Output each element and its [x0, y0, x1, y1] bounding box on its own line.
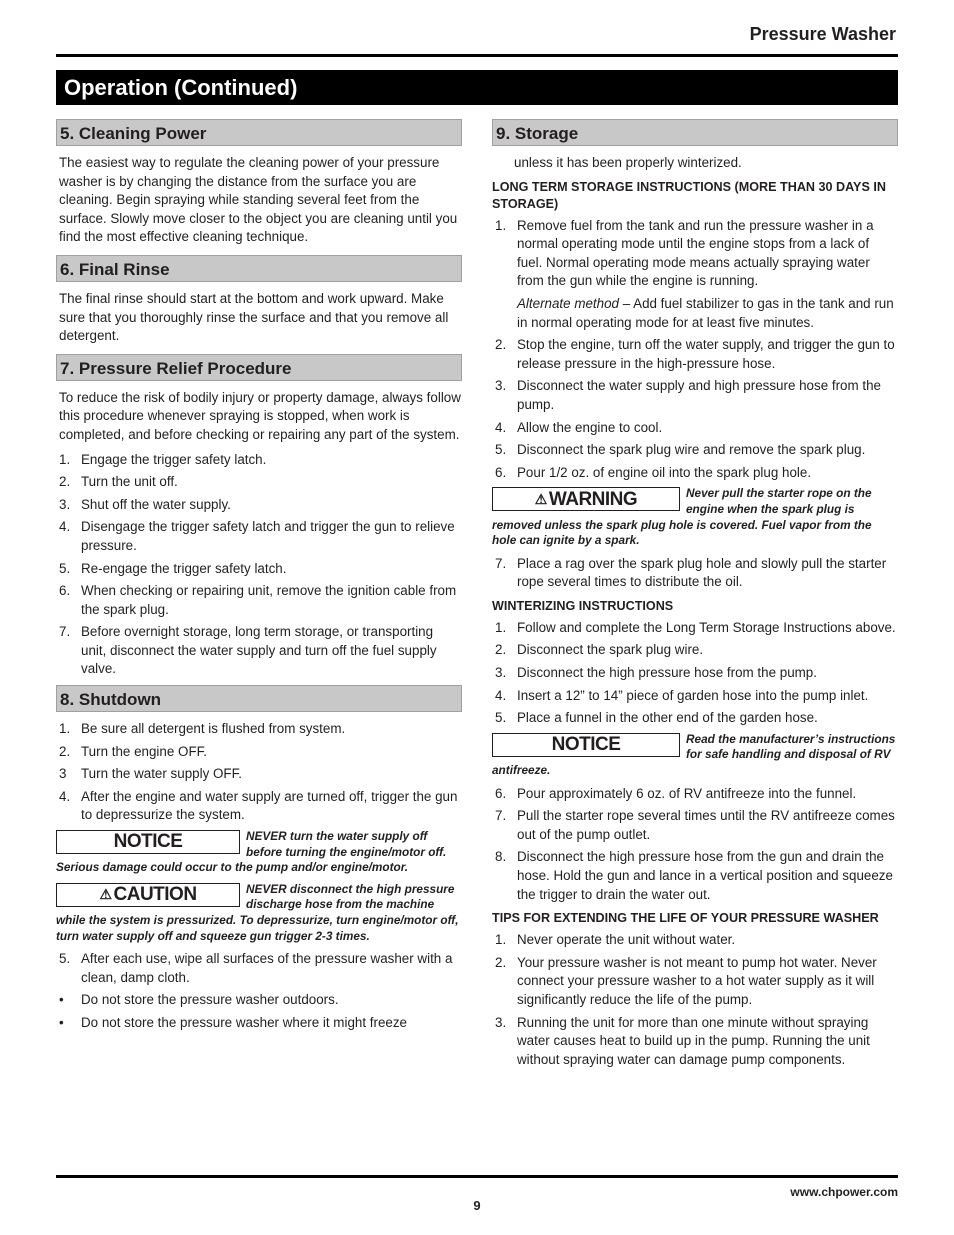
list-item — [56, 765, 462, 784]
list-item-text: Remove fuel from the tank and run the pressure washer in a normal operating mode until the engine stops from a lack of fuel. Normal operating mode means actually spraying water from the gun while the engine is running. — [517, 217, 874, 289]
list-item-text: Re-engage the trigger safety latch. — [81, 560, 287, 576]
list-item — [56, 950, 462, 987]
list-item-number: 5. — [495, 442, 507, 458]
list-item — [492, 687, 898, 706]
header-rule — [56, 54, 898, 57]
shutdown-steps-continued — [56, 950, 462, 1032]
list-item-text: After the engine and water supply are turned off, trigger the gun to depressurize the system. — [81, 788, 458, 823]
list-item-text: Pour approximately 6 oz. of RV antifreeze into the funnel. — [517, 785, 857, 801]
winterizing-notice — [492, 732, 898, 779]
list-item — [492, 217, 898, 291]
list-item-number: 4. — [495, 419, 507, 435]
caution-label: CAUTION — [113, 884, 197, 906]
list-item-text: Turn the water supply OFF. — [81, 766, 242, 782]
list-item-number: 8. — [495, 849, 507, 865]
list-item — [56, 788, 462, 825]
list-item-text: After each use, wipe all surfaces of the pressure washer with a clean, damp cloth. — [81, 951, 453, 985]
list-item — [492, 1014, 898, 1070]
heading-cleaning-power: 5. Cleaning Power — [56, 119, 462, 146]
list-item — [492, 377, 898, 414]
list-item — [56, 582, 462, 619]
list-item — [492, 336, 898, 373]
list-item-text: Turn the unit off. — [81, 474, 178, 490]
list-item-text: Pull the starter rope several times until the RV antifreeze comes out of the pump outlet. — [517, 808, 895, 842]
list-item — [492, 619, 898, 638]
list-item-text: Place a rag over the spark plug hole and slowly pull the starter rope several times to distribute the oil. — [517, 555, 887, 590]
heading-shutdown: 8. Shutdown — [56, 685, 462, 712]
list-item — [56, 743, 462, 762]
list-item-number: 2. — [59, 743, 71, 759]
list-item-number: 2. — [495, 337, 507, 353]
list-item — [56, 560, 462, 579]
pressure-relief-text: To reduce the risk of bodily injury or property damage, always follow this procedure whenever spraying is stopped, when work is completed, and before checking or repairing any part of the system. — [59, 389, 461, 442]
heading-final-rinse: 6. Final Rinse — [56, 255, 462, 282]
list-item-number: 3. — [495, 378, 507, 394]
list-item — [56, 720, 462, 739]
winterizing-steps-2 — [492, 785, 898, 905]
list-item-number: 2. — [495, 954, 507, 970]
list-item-text: Disconnect the spark plug wire and remove the spark plug. — [517, 442, 866, 458]
notice-label-box — [56, 830, 240, 854]
shutdown-caution — [56, 882, 462, 944]
list-item-text: Do not store the pressure washer outdoors. — [81, 992, 339, 1008]
footer-url: www.chpower.com — [790, 1185, 898, 1199]
caution-label-box — [56, 883, 240, 907]
long-term-steps — [492, 217, 898, 291]
list-item-text: Insert a 12” to 14” piece of garden hose into the pump inlet. — [517, 687, 869, 703]
alternate-method-text: – Add fuel stabilizer to gas in the tank and run in normal operating mode for at least five minutes. — [517, 295, 894, 330]
document-title: Pressure Washer — [749, 24, 896, 44]
list-item-number: • — [59, 1014, 64, 1030]
long-term-storage-title: LONG TERM STORAGE INSTRUCTIONS (MORE THAN 30 DAYS IN STORAGE) — [492, 179, 886, 211]
list-item — [492, 641, 898, 660]
list-item-text: Follow and complete the Long Term Storage Instructions above. — [517, 619, 896, 635]
list-item-text: Allow the engine to cool. — [517, 419, 663, 435]
list-item — [56, 623, 462, 679]
list-item — [492, 709, 898, 728]
long-term-steps-3 — [492, 555, 898, 592]
heading-storage: 9. Storage — [492, 119, 898, 146]
notice-label: NOTICE — [551, 734, 621, 756]
list-item-text: Before overnight storage, long term storage, or transporting unit, disconnect the water supply and turn off the fuel supply valve. — [81, 624, 437, 677]
list-item-number: 1. — [59, 451, 71, 467]
notice-text: NEVER turn the water supply off before turning the engine/motor off. Serious damage could occur to the pump and/or engine/motor. — [56, 829, 447, 875]
final-rinse-text: The final rinse should start at the bottom and work upward. Make sure that you thoroughly rinse the surface and that you remove all detergent. — [59, 290, 449, 344]
list-item-number: 6. — [495, 464, 507, 480]
list-item-text: Your pressure washer is not meant to pump hot water. Never connect your pressure washer to a hot water supply as it will significantly reduce the life of the pump. — [517, 954, 877, 1007]
list-item-number: 5. — [495, 710, 507, 726]
notice-text: Read the manufacturer’s instructions for safe handling and disposal of RV antifreeze. — [492, 731, 896, 778]
list-item-text: Be sure all detergent is flushed from system. — [81, 721, 346, 737]
list-item — [56, 473, 462, 492]
pressure-relief-steps — [56, 451, 462, 680]
list-item-number: 7. — [495, 555, 507, 571]
list-item-number: 1. — [495, 619, 507, 635]
list-item-number: 3. — [495, 1014, 507, 1030]
list-item-text: Disconnect the water supply and high pressure hose from the pump. — [517, 378, 881, 412]
list-item-number: 2. — [495, 642, 507, 658]
list-item — [492, 419, 898, 438]
list-item — [56, 496, 462, 515]
winterizing-steps — [492, 619, 898, 728]
list-item-number: 7. — [495, 808, 507, 824]
list-item-number: 4. — [495, 687, 507, 703]
list-item-text: Disconnect the spark plug wire. — [517, 642, 704, 658]
list-item-number: 3. — [59, 496, 71, 512]
right-column — [492, 119, 898, 1073]
list-item-number: 4. — [59, 519, 71, 535]
list-item-text: Never operate the unit without water. — [517, 932, 736, 948]
alternate-method-label: Alternate method — [517, 295, 619, 311]
list-item — [492, 954, 898, 1010]
list-item-text: Shut off the water supply. — [81, 496, 231, 512]
list-item — [56, 1014, 462, 1033]
list-item-number: 1. — [495, 217, 507, 233]
list-item-number: 3 — [59, 766, 67, 782]
storage-intro: unless it has been properly winterized. — [514, 155, 742, 170]
list-item — [492, 785, 898, 804]
list-item-text: Running the unit for more than one minute without spraying water causes heat to build up in the pump. Running the unit without spraying water can damage pump components. — [517, 1014, 870, 1067]
list-item — [492, 807, 898, 844]
list-item-text: Engage the trigger safety latch. — [81, 451, 267, 467]
warning-label-box — [492, 487, 680, 511]
shutdown-steps — [56, 720, 462, 825]
list-item-text: Disconnect the high pressure hose from the pump. — [517, 665, 817, 681]
list-item — [492, 464, 898, 483]
cleaning-power-text: The easiest way to regulate the cleaning power of your pressure washer is by changing the distance from the surface you are cleaning. Begin spraying while standing several feet from the surface. Slowly move closer to the object you are cleaning until you find the most effective cleaning technique. — [59, 155, 458, 245]
warning-triangle-icon: ⚠ — [99, 886, 112, 903]
list-item-number: 7. — [59, 624, 71, 640]
list-item — [492, 441, 898, 460]
list-item-number: 2. — [59, 474, 71, 490]
left-column — [56, 119, 462, 1037]
list-item-number: 6. — [59, 583, 71, 599]
list-item-number: 5. — [59, 951, 71, 967]
list-item-number: 4. — [59, 788, 71, 804]
alternate-method — [517, 295, 898, 332]
storage-warning — [492, 486, 898, 548]
list-item-number: 1. — [59, 721, 71, 737]
notice-label: NOTICE — [113, 831, 183, 853]
list-item-text: Place a funnel in the other end of the garden hose. — [517, 710, 818, 726]
list-item-text: When checking or repairing unit, remove the ignition cable from the spark plug. — [81, 583, 457, 617]
section-title-bar: Operation (Continued) — [56, 70, 898, 105]
list-item-text: Turn the engine OFF. — [81, 743, 208, 759]
caution-text: NEVER disconnect the high pressure discharge hose from the machine while the system is pressurized. To depressurize, turn engine/motor off, turn water supply off and squeeze gun trigger 2-3 times. — [56, 881, 459, 943]
footer-rule — [56, 1175, 898, 1178]
long-term-steps-2 — [492, 336, 898, 482]
page-number: 9 — [473, 1198, 481, 1213]
list-item — [492, 931, 898, 950]
list-item-number: 5. — [59, 560, 71, 576]
winterizing-title: WINTERIZING INSTRUCTIONS — [492, 598, 674, 613]
shutdown-notice — [56, 829, 462, 876]
list-item — [492, 848, 898, 904]
list-item — [56, 991, 462, 1010]
list-item-number: • — [59, 992, 64, 1008]
list-item-text: Do not store the pressure washer where it might freeze — [81, 1014, 407, 1030]
list-item-number: 6. — [495, 785, 507, 801]
list-item — [56, 451, 462, 470]
list-item-number: 3. — [495, 665, 507, 681]
tips-steps — [492, 931, 898, 1069]
notice-label-box — [492, 733, 680, 757]
list-item-text: Disconnect the high pressure hose from the gun and drain the hose. Hold the gun and lance in a vertical position and squeeze the trigger to drain the water out. — [517, 849, 893, 902]
list-item — [492, 664, 898, 683]
tips-title: TIPS FOR EXTENDING THE LIFE OF YOUR PRESSURE WASHER — [492, 911, 879, 926]
warning-text: Never pull the starter rope on the engine when the spark plug is removed unless the spark plug hole is covered. Fuel vapor from the hole can ignite by a spark. — [492, 486, 872, 548]
list-item — [56, 518, 462, 555]
warning-triangle-icon: ⚠ — [534, 490, 547, 507]
list-item-number: 1. — [495, 932, 507, 948]
warning-label: WARNING — [548, 488, 638, 510]
list-item-text: Pour 1/2 oz. of engine oil into the spark plug hole. — [517, 464, 812, 480]
list-item-text: Disengage the trigger safety latch and trigger the gun to relieve pressure. — [81, 519, 455, 553]
list-item-text: Stop the engine, turn off the water supply, and trigger the gun to release pressure in the high-pressure hose. — [517, 337, 895, 371]
heading-pressure-relief: 7. Pressure Relief Procedure — [56, 354, 462, 381]
list-item — [492, 555, 898, 592]
